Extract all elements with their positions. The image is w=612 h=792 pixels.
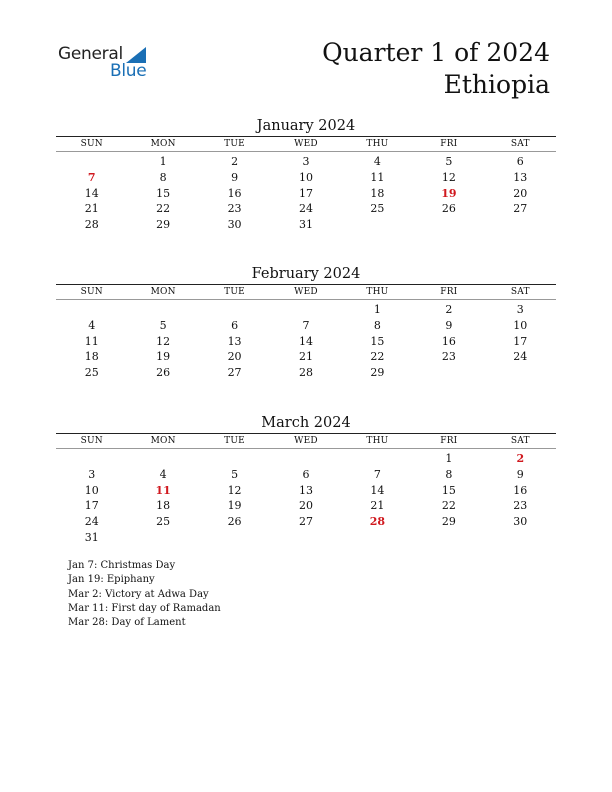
holiday-note: Jan 7: Christmas Day	[68, 560, 176, 571]
day-cell: 1	[159, 155, 167, 168]
day-cell: 22	[370, 350, 385, 364]
weekday-header	[56, 285, 556, 299]
day-cell: 8	[373, 318, 381, 332]
day-cell: 11	[370, 170, 385, 184]
day-cell: 29	[370, 366, 385, 380]
day-cell: 5	[445, 155, 453, 168]
day-cell: 26	[227, 515, 242, 529]
empty-day-cell	[127, 302, 198, 318]
holiday-day-cell: 7	[87, 170, 96, 184]
day-cell: 12	[156, 334, 171, 348]
day-cell: 4	[88, 318, 96, 332]
day-cell: 15	[370, 334, 385, 348]
day-cell: 6	[516, 155, 524, 168]
day-cell: 28	[84, 218, 99, 232]
weekday-label: SUN	[80, 139, 103, 149]
day-cell: 6	[231, 318, 239, 332]
month-march	[56, 413, 556, 546]
weekday-label: TUE	[224, 139, 245, 149]
empty-day-cell	[485, 365, 556, 381]
day-cell: 31	[84, 530, 99, 544]
month-january	[56, 116, 556, 233]
month-february	[56, 264, 556, 381]
day-cell: 3	[302, 155, 310, 168]
empty-day-cell	[127, 451, 198, 467]
day-cell: 6	[302, 467, 310, 481]
weekday-label: FRI	[440, 287, 458, 297]
day-cell: 7	[302, 318, 310, 332]
empty-day-cell	[199, 451, 270, 467]
day-cell: 21	[84, 202, 99, 216]
weekday-label: MON	[150, 287, 176, 297]
holiday-note: Mar 2: Victory at Adwa Day	[68, 588, 209, 600]
day-cell: 4	[159, 467, 167, 481]
day-cell: 21	[370, 499, 385, 513]
header-divider	[56, 151, 556, 152]
day-cell: 26	[441, 202, 456, 216]
day-cell: 25	[84, 366, 99, 380]
day-cell: 10	[513, 318, 528, 332]
day-cell: 9	[231, 170, 239, 184]
weekday-label: SAT	[510, 436, 530, 446]
day-cell: 16	[441, 334, 456, 348]
logo-word-blue: Blue	[110, 61, 147, 81]
weekday-label: SUN	[80, 287, 103, 297]
empty-day-cell	[413, 365, 484, 381]
empty-day-cell	[270, 530, 341, 546]
day-cell: 19	[227, 499, 242, 513]
day-cell: 29	[156, 218, 171, 232]
day-cell: 21	[298, 350, 313, 364]
day-cell: 24	[298, 202, 313, 216]
weekday-label: MON	[150, 436, 176, 446]
day-cell: 27	[298, 515, 313, 529]
day-cell: 18	[84, 350, 99, 364]
empty-day-cell	[485, 530, 556, 546]
day-cell: 12	[441, 170, 456, 184]
day-cell: 9	[445, 318, 453, 332]
day-cell: 12	[227, 483, 242, 497]
day-cell: 2	[445, 303, 453, 316]
day-cell: 16	[227, 186, 242, 200]
day-cell: 18	[370, 186, 385, 200]
day-cell: 7	[373, 467, 381, 481]
day-cell: 30	[513, 515, 528, 529]
empty-day-cell	[413, 530, 484, 546]
weekday-label: FRI	[440, 436, 458, 446]
day-cell: 8	[445, 467, 453, 481]
day-cell: 5	[231, 467, 239, 481]
empty-day-cell	[56, 302, 127, 318]
day-cell: 28	[298, 366, 313, 380]
day-cell: 1	[373, 303, 381, 316]
empty-day-cell	[485, 217, 556, 233]
empty-day-cell	[413, 217, 484, 233]
day-cell: 13	[227, 334, 242, 348]
weekday-label: SAT	[510, 287, 530, 297]
empty-day-cell	[270, 451, 341, 467]
day-cell: 27	[513, 202, 528, 216]
day-cell: 20	[298, 499, 313, 513]
day-cell: 30	[227, 218, 242, 232]
weekday-header	[56, 137, 556, 151]
day-grid	[56, 302, 556, 381]
empty-day-cell	[342, 451, 413, 467]
day-cell: 15	[156, 186, 171, 200]
empty-day-cell	[56, 451, 127, 467]
day-cell: 23	[513, 499, 528, 513]
day-cell: 24	[513, 350, 528, 364]
day-cell: 24	[84, 515, 99, 529]
day-cell: 17	[298, 186, 313, 200]
header-divider	[56, 448, 556, 449]
day-cell: 25	[156, 515, 171, 529]
weekday-label: TUE	[224, 287, 245, 297]
day-cell: 22	[156, 202, 171, 216]
day-cell: 23	[227, 202, 242, 216]
day-cell: 17	[513, 334, 528, 348]
page-title: Quarter 1 of 2024	[322, 38, 550, 67]
holiday-note: Mar 11: First day of Ramadan	[68, 602, 221, 614]
weekday-label: WED	[294, 287, 318, 297]
day-cell: 9	[516, 467, 524, 481]
day-cell: 13	[513, 170, 528, 184]
empty-day-cell	[199, 302, 270, 318]
weekday-label: THU	[366, 436, 389, 446]
day-cell: 19	[156, 350, 171, 364]
logo-word-general: General	[58, 44, 123, 64]
empty-day-cell	[127, 530, 198, 546]
weekday-label: TUE	[224, 436, 245, 446]
day-cell: 18	[156, 499, 171, 513]
day-cell: 31	[298, 218, 313, 232]
weekday-label: MON	[150, 139, 176, 149]
day-cell: 1	[445, 452, 453, 465]
day-cell: 17	[84, 499, 99, 513]
holiday-day-cell: 28	[369, 515, 386, 529]
weekday-label: SAT	[510, 139, 530, 149]
holiday-note: Jan 19: Epiphany	[68, 574, 155, 586]
holiday-note: Mar 28: Day of Lament	[68, 617, 186, 629]
day-cell: 25	[370, 202, 385, 216]
weekday-header	[56, 434, 556, 448]
holiday-day-cell: 19	[441, 186, 457, 200]
day-cell: 2	[231, 155, 239, 168]
day-cell: 22	[441, 499, 456, 513]
day-cell: 11	[84, 334, 99, 348]
day-cell: 20	[513, 186, 528, 200]
day-cell: 14	[298, 334, 313, 348]
header-divider	[56, 299, 556, 300]
empty-day-cell	[342, 217, 413, 233]
weekday-label: SUN	[80, 436, 103, 446]
brand-logo	[58, 44, 168, 84]
day-cell: 14	[370, 483, 385, 497]
empty-day-cell	[342, 530, 413, 546]
month-title: February 2024	[251, 266, 361, 282]
weekday-label: THU	[366, 287, 389, 297]
day-cell: 13	[298, 483, 313, 497]
day-cell: 14	[84, 186, 99, 200]
day-grid	[56, 154, 556, 233]
day-cell: 27	[227, 366, 242, 380]
empty-day-cell	[199, 530, 270, 546]
day-cell: 3	[516, 303, 524, 316]
day-cell: 26	[156, 366, 171, 380]
day-cell: 10	[298, 170, 313, 184]
holiday-notes	[68, 559, 221, 630]
weekday-label: FRI	[440, 139, 458, 149]
day-cell: 15	[441, 483, 456, 497]
empty-day-cell	[56, 154, 127, 170]
day-cell: 4	[373, 155, 381, 168]
day-cell: 23	[441, 350, 456, 364]
day-cell: 3	[88, 467, 96, 481]
day-cell: 20	[227, 350, 242, 364]
month-title: January 2024	[256, 118, 356, 134]
day-cell: 5	[159, 318, 167, 332]
day-cell: 10	[84, 483, 99, 497]
holiday-day-cell: 2	[516, 452, 525, 465]
day-cell: 8	[159, 170, 167, 184]
day-cell: 29	[441, 515, 456, 529]
country-name: Ethiopia	[443, 70, 550, 99]
empty-day-cell	[270, 302, 341, 318]
month-title: March 2024	[261, 415, 351, 431]
weekday-label: THU	[366, 139, 389, 149]
day-cell: 16	[513, 483, 528, 497]
holiday-day-cell: 11	[155, 483, 171, 497]
weekday-label: WED	[294, 139, 318, 149]
weekday-label: WED	[294, 436, 318, 446]
day-grid	[56, 451, 556, 546]
